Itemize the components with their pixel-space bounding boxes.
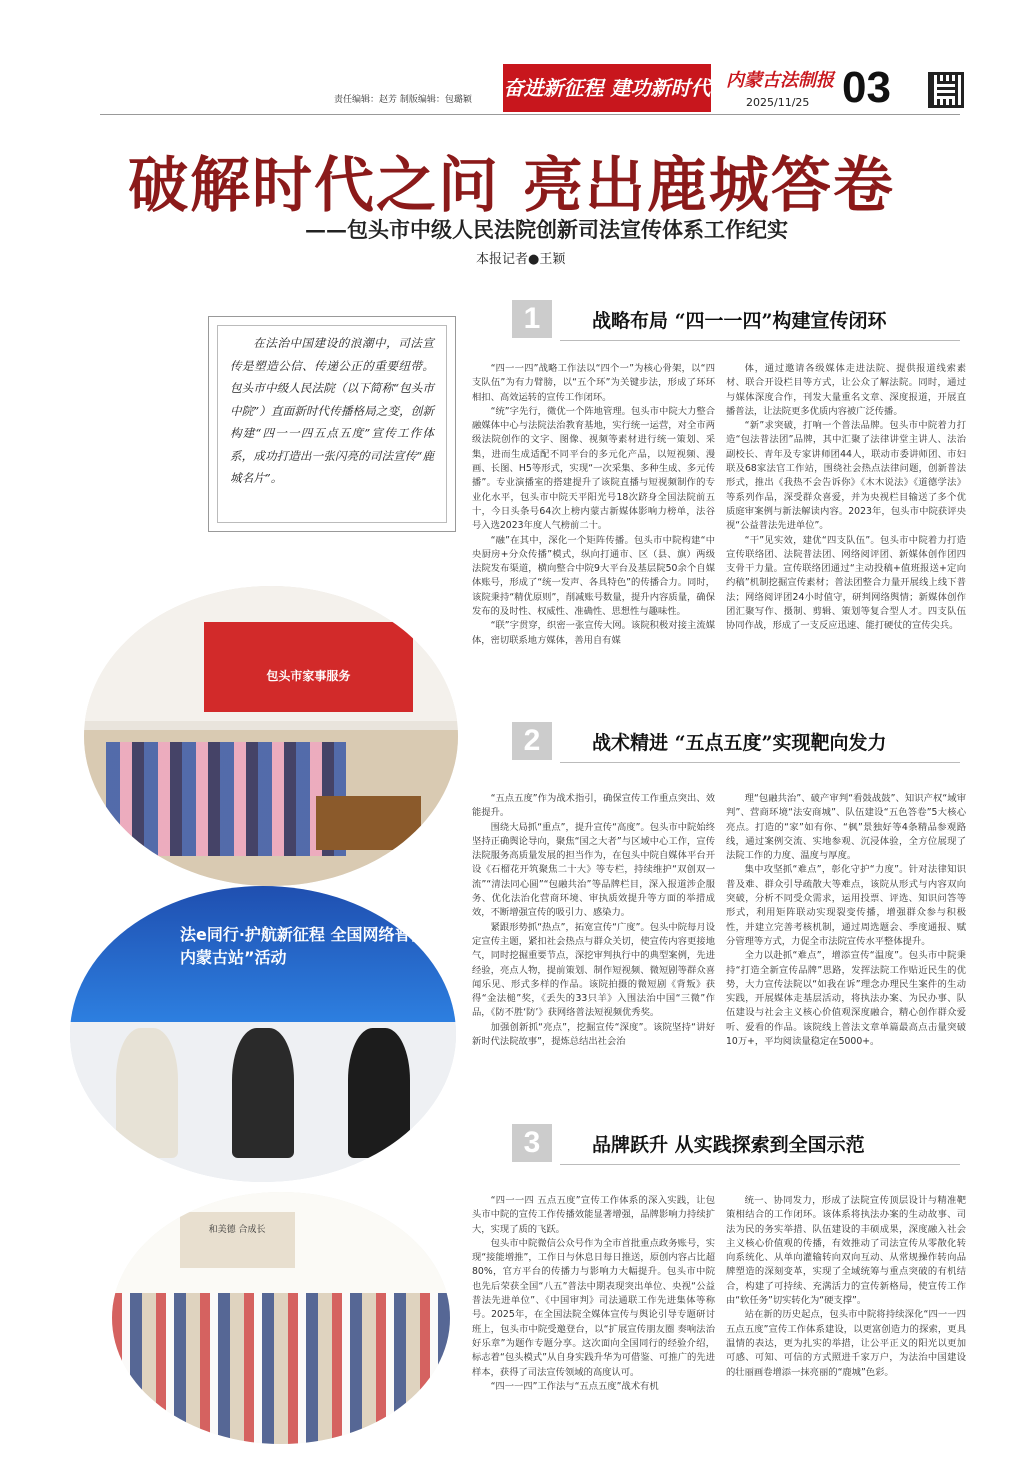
article-subtitle: ——包头市中级人民法院创新司法宣传体系工作纪实 (305, 217, 788, 242)
paragraph: “联”字贯穿，织密一张宣传大网。该院积极对接主流媒体，密切联系地方媒体，善用自有媒 (472, 620, 715, 646)
section-3-column-right (726, 1194, 966, 1464)
section-title: 品牌跃升 从实践探索到全国示范 (592, 1134, 865, 1156)
section-2-column-right (726, 792, 966, 1064)
paragraph: 紧跟形势抓“热点”，拓宽宣传“广度”。包头中院每月设定宣传主题，紧扣社会热点与群众关切，使宣传内容更接地气，同时挖掘重要节点，深挖审判执行中的典型案例，先进经验，亮点人物，提前策划、制作短视频、微短剧等群众喜闻乐见、形式多样的作品。该院拍摄的微短剧《背叛》获得“金法槌”奖，《丢失的33只羊》入围法治中国“三微”作品，《防不胜‘防’》获网络普法短视频优秀奖。 (472, 921, 715, 1019)
section-divider (560, 762, 960, 763)
paragraph: 全力以赴抓“难点”，增添宣传“温度”。包头市中院秉持“打造全新宣传品牌”思路，发挥法院工作贴近民生的优势，大力宣传法院以“如我在诉”理念办理民生案件的生动实践，开展媒体走基层活动，将执法办案、为民办事、队伍建设与社会主义核心价值观深度融合，精心创作群众爱听、爱看的作品。该院线上普法文章单篇最高点击量突破10万+，平均阅读量稳定在5000+。 (726, 950, 966, 1048)
section-divider (560, 340, 960, 341)
paragraph: 体，通过邀请各级媒体走进法院、提供报道线索素材、联合开设栏目等方式，让公众了解法院。同时，通过与媒体深度合作，刊发大量重名文章、深度报道，开展直播普法，让法院更多优质内容被广泛传播。 (726, 363, 966, 417)
photo-lecture-hall (84, 586, 458, 886)
photo-classroom (112, 1192, 450, 1444)
paragraph: “四一一四 五点五度”宣传工作体系的深入实践，让包头市中院的宣传工作传播效能显著增强，品牌影响力持续扩大，实现了质的飞跃。 (472, 1195, 715, 1235)
photo-poster-text: 和美德 合成长 (180, 1212, 295, 1267)
section-1-column-left (472, 362, 715, 692)
paragraph: “干”见实效，建优“四支队伍”。包头市中院着力打造宣传联络团、法院普法团、网络阅评团、新媒体创作团四支骨干力量。宣传联络团通过“主动投稿+值班报送+定向约稿”机制挖掘宣传素材；普法团整合力量开展线上线下普法；网络阅评团24小时值守，研判网络舆情；新媒体创作团汇聚写作、摄制、剪辑、策划等复合型人才。四支队伍协同作战，形成了一支反应迅速、能打硬仗的宣传尖兵。 (726, 534, 966, 632)
section-title: 战略布局 “四一一四”构建宣传闭环 (592, 310, 887, 332)
paragraph: 理“包融共治”、破产审判“看鼓战鼓”、知识产权“域审判”、营商环境“法安商城”、队伍建设“五色答卷”5大核心亮点。打造的“家”如有你、“枫”景独好等4条精品参观路线，通过案例交流、实地参观、沉浸体验，全方位展现了法院工作的力度、温度与厚度。 (726, 793, 966, 862)
section-number: 1 (512, 300, 552, 338)
paragraph: 加强创新抓“亮点”，挖掘宣传“深度”。该院坚持“讲好新时代法院故事”，提炼总结出社会治 (472, 1021, 715, 1048)
paragraph: “五点五度”作为战术指引，确保宣传工作重点突出、效能提升。 (472, 793, 715, 819)
paragraph: 包头市中院微信公众号作为全市首批重点政务账号，实现“接能增推”，工作日与休息日每日推送，原创内容占比超80%，官方平台的传播力与影响力大幅提升。包头市中院也先后荣获全国“八五”普法中期表现突出单位、央视“公益普法先进单位”、《中国审判》司法通联工作先进集体等称号。2025年，在全国法院全媒体宣传与舆论引导专题研讨班上，包头市中院受邀登台，以“扩展宣传朋友圈 奏响法治好乐章”为题作专题分享。这次面向全国同行的经验介绍，标志着“包头模式”从自身实践升华为可借鉴、可推广的先进样本，获得了司法宣传领域的高度认可。 (472, 1237, 715, 1378)
byline: 本报记者●王颖 (476, 252, 566, 267)
page-number: 03 (842, 63, 891, 112)
section-number: 3 (512, 1124, 552, 1162)
section-3-column-left (472, 1194, 715, 1464)
section-number: 2 (512, 722, 552, 760)
section-1-column-right (726, 362, 966, 692)
paragraph: “新”求突破，打响一个普法品牌。包头市中院着力打造“包法普法团”品牌，其中汇聚了法律讲堂主讲人、法治副校长、青年及专家讲师团44人，联动市委讲师团、市妇联及68家法官工作站，围绕社会热点法律问题，创新普法形式，推出《我热不会告诉你》《木木说法》《道德学法》等系列作品，深受群众喜爱，并为央视栏目输送了多个优质庭审案例与新法解读内容。2023年，包头市中院获评央视“公益普法先进单位”。 (726, 420, 966, 532)
paragraph: “四一一四”工作法与“五点五度”战术有机 (490, 1380, 659, 1392)
paragraph: “四一一四”战略工作法以“四个一”为核心骨架，以“四支队伍”为有力臂膀，以“五个环”为关键步法，形成了环环相扣、高效运转的宣传工作闭环。 (472, 363, 715, 403)
slogan-banner: 奋进新征程 建功新时代 (503, 64, 711, 112)
paragraph: “融”在其中，深化一个矩阵传播。包头市中院构建“中央厨房+分众传播”模式，纵向打通市、区（县、旗）两级法院发布渠道，横向整合中院9大平台及基层院50余个自媒体账号，形成了“统一发声、各具特色”的传播合力。同时，该院秉持“精优原则”，削减账号数量，提升内容质量，确保发布的及时性、权威性、准确性、思想性与趣味性。 (472, 534, 715, 618)
intro-box (208, 316, 456, 532)
photo-screen-text: 法e同行·护航新征程 全国网络普法行·内蒙古站”活动 (70, 886, 456, 1022)
issue-date: 2025/11/25 (746, 96, 810, 109)
paragraph: 站在新的历史起点，包头市中院将持续深化“四一一四 五点五度”宣传工作体系建设，以更富创造力的探索，更具温情的表达，更为扎实的举措，让公平正义的阳光以更加可感、可知、可信的方式照进千家万户，为法治中国建设的壮丽画卷增添一抹亮丽的“鹿城”色彩。 (726, 1309, 966, 1378)
section-divider (560, 1164, 960, 1165)
newspaper-logo: 内蒙古法制报 (726, 70, 834, 91)
paragraph: 围绕大局抓“重点”，提升宣传“高度”。包头市中院始终坚持正确舆论导向，聚焦“国之大者”与区域中心工作，宣传法院服务高质量发展的担当作为，在包头中院自媒体平台开设《石榴花开筑聚焦二十大》等专栏，持续维护“双创双一流”“清法同心圆”“包融共治”等品牌栏目，深入报道涉企服务、优化法治化营商环境、审执质效提升等方面的举措成效，不断增强宣传的吸引力、感染力。 (472, 821, 715, 919)
intro-text: 在法治中国建设的浪潮中，司法宣传是塑造公信、传递公正的重要纽带。包头市中级人民法院（以下简称“包头市中院”）直面新时代传播格局之变，创新构建“四一一四五点五度”宣传工作体系，成功打造出一张闪亮的司法宣传“鹿城名片”。 (230, 336, 434, 485)
section-title: 战术精进 “五点五度”实现靶向发力 (592, 732, 887, 754)
photo-livestream-event (70, 886, 456, 1182)
paragraph: 集中攻坚抓“难点”，彰化守护“力度”。针对法律知识普及难、群众引导疏散大等难点，该院从形式与内容双向突破，分析不同受众需求，运用投票、评选、知识问答等形式，利用矩阵联动实现裂变传播，增强群众参与积极性，并建立完善考核机制，通过周选题会、季度通报、赋分管理等方式，力促全市法院宣传水平整体提升。 (726, 864, 966, 947)
qr-code-icon[interactable] (928, 72, 964, 108)
header-divider (100, 114, 960, 115)
photo-board-text: 包头市家事服务 (204, 622, 413, 712)
paragraph: 统一、协同发力，形成了法院宣传顶层设计与精准靶策相结合的工作闭环。该体系将执法办案的生动故事、司法为民的务实举措、队伍建设的丰硕成果，深度融入社会主义核心价值观的传播，有效推动了司法宣传从零散化转向系统化、从单向灌输转向双向互动、从常规操作转向品牌塑造的深刻变革，实现了全域统筹与重点突破的有机结合，构建了可持续、充满活力的宣传新格局，使宣传工作由“软任务”切实转化为“硬支撑”。 (726, 1195, 966, 1307)
article-title: 破解时代之问 亮出鹿城答卷 (128, 151, 895, 221)
section-2-column-left (472, 792, 715, 1064)
editors-credit: 责任编辑：赵芳 制版编辑：包璐颖 (334, 95, 472, 105)
paragraph: “统”字先行，微优一个阵地管理。包头市中院大力整合融媒体中心与法院法治教育基地，实行统一运营，对全市两级法院创作的文字、图像、视频等素材进行统一策划、采集，进而生成适配不同平台的多元化产品，以短视频、漫画、长图、H5等形式，实现“一次采集、多种生成、多元传播”。专业演播室的搭建提升了该院直播与短视频制作的专业化水平，包头市中院天平阳光号18次跻身全国法院前五十，今日头条号64次上榜内蒙古新媒体影响力榜单，法谷号入选2023年度人气榜前二十。 (472, 405, 715, 532)
